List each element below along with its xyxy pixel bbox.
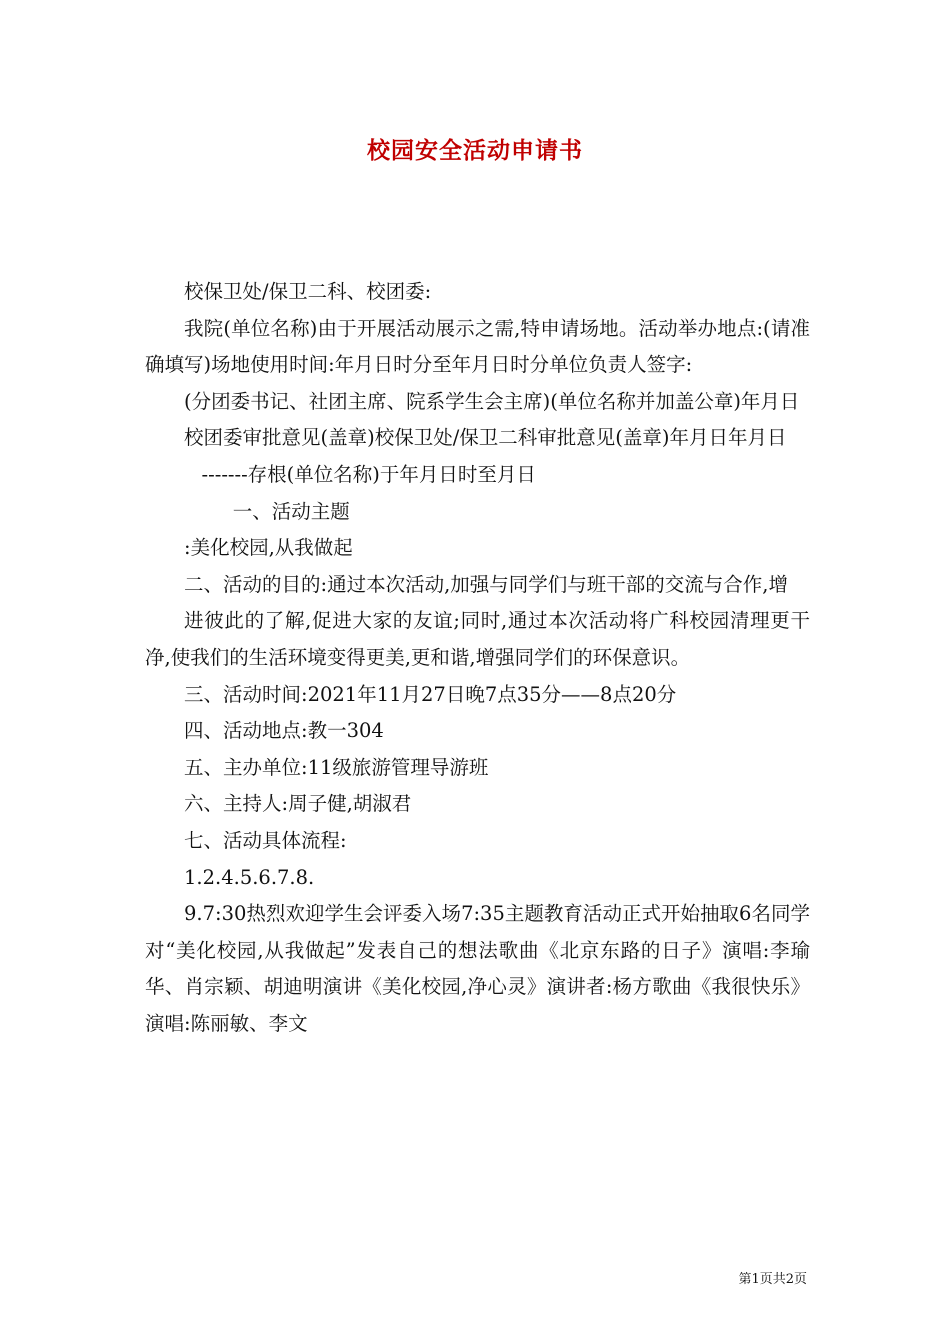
paragraph-process-numbers: 1.2.4.5.6.7.8. <box>184 865 315 889</box>
paragraph-purpose-continued: 进彼此的了解,促进大家的友谊;同时,通过本次活动将广科校园清理更干净,使我们的生活环境变得更美,更和谐,增强同学们的环保意识。 <box>145 609 810 669</box>
paragraph-stub: -------存根(单位名称)于年月日时至月日 <box>201 462 536 486</box>
paragraph-approval: 校团委审批意见(盖章)校保卫处/保卫二科审批意见(盖章)年月日年月日 <box>184 426 787 450</box>
paragraph-purpose: 二、活动的目的:通过本次活动,加强与同学们与班干部的交流与合作,增 <box>184 572 788 596</box>
document-body <box>145 274 810 1042</box>
section-theme-heading: 一、活动主题 <box>232 499 350 523</box>
paragraph-location: 四、活动地点:教一304 <box>184 719 384 743</box>
paragraph-process-heading: 七、活动具体流程: <box>184 828 347 852</box>
paragraph-time: 三、活动时间:2021年11月27日晚7点35分——8点20分 <box>184 682 677 706</box>
paragraph-addressee: 校保卫处/保卫二科、校团委: <box>184 280 432 303</box>
paragraph-process-details: 9.7:30热烈欢迎学生会评委入场7:35主题教育活动正式开始抽取6名同学对“美化校园,从我做起”发表自己的想法歌曲《北京东路的日子》演唱:李瑜华、肖宗颖、胡迪明演讲《美化校园,净心灵》演讲者:杨方歌曲《我很快乐》演唱:陈丽敏、李文 <box>145 902 810 1035</box>
paragraph-organizer: 五、主办单位:11级旅游管理导游班 <box>184 755 489 779</box>
paragraph-signatories: (分团委书记、社团主席、院系学生会主席)(单位名称并加盖公章)年月日 <box>184 389 800 413</box>
paragraph-theme: :美化校园,从我做起 <box>184 536 353 560</box>
page-footer: 第1页共2页 <box>738 1272 807 1287</box>
paragraph-hosts: 六、主持人:周子健,胡淑君 <box>184 792 412 816</box>
paragraph-application: 我院(单位名称)由于开展活动展示之需,特申请场地。活动举办地点:(请准确填写)场地使用时间:年月日时分至年月日时分单位负责人签字: <box>145 316 810 377</box>
page-title: 校园安全活动申请书 <box>367 138 583 164</box>
